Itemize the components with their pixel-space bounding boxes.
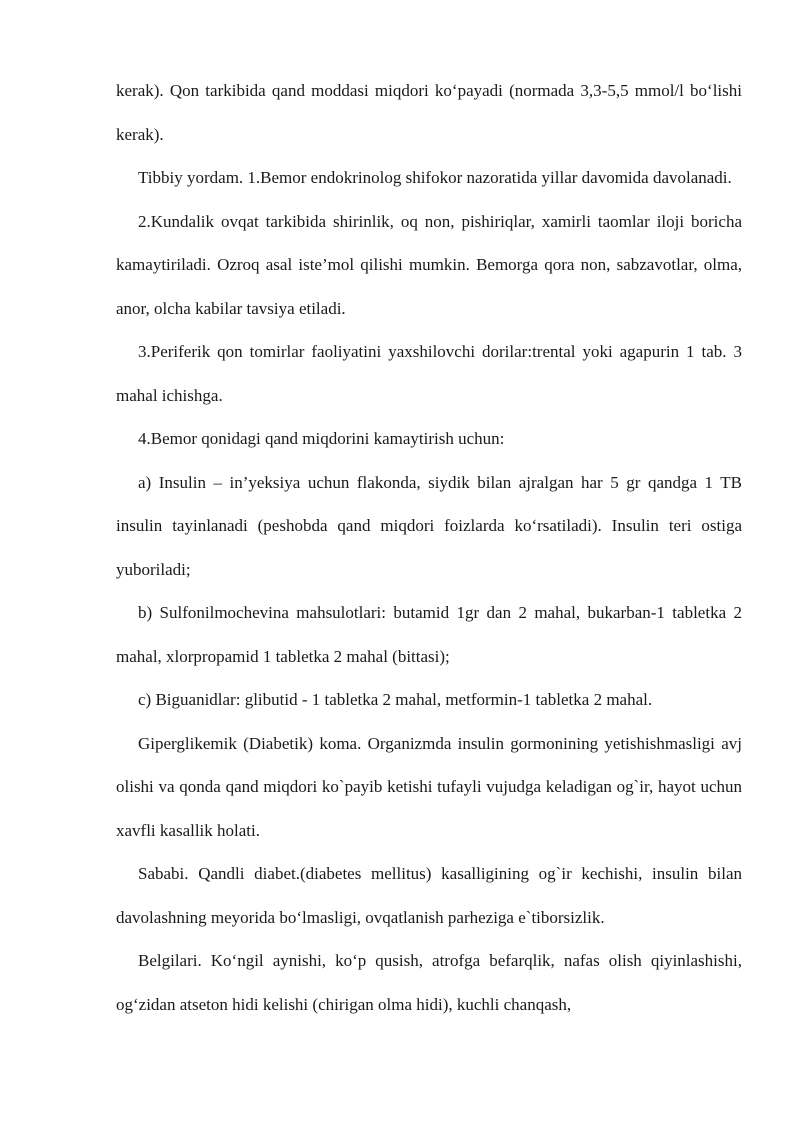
paragraph-continuation: kerak). Qon tarkibida qand moddasi miqdori ko‘payadi (normada 3,3-5,5 mmol/l bo‘lishi kerak). bbox=[116, 81, 742, 144]
paragraph-insulin: a) Insulin – in’yeksiya uchun flakonda, siydik bilan ajralgan har 5 gr qandga 1 TB insulin tayinlanadi (peshobda qand miqdori foizlarda ko‘rsatiladi). Insulin teri ostiga yuboriladi; bbox=[116, 472, 742, 579]
paragraph-diet: 2.Kundalik ovqat tarkibida shirinlik, oq non, pishiriqlar, xamirli taomlar iloji boricha kamaytiriladi. Ozroq asal iste’mol qilishi mumkin. Bemorga qora non, sabzavotlar, olma, anor, olcha kabilar tavsiya etiladi. bbox=[116, 211, 742, 318]
paragraph-sulfonylurea: b) Sulfonilmochevina mahsulotlari: butamid 1gr dan 2 mahal, bukarban-1 tabletka 2 mahal, xlorpropamid 1 tabletka 2 mahal (bittasi); bbox=[116, 603, 742, 666]
paragraph-cause: Sababi. Qandli diabet.(diabetes mellitus) kasalligining og`ir kechishi, insulin bilan davolashning meyorida bo‘lmasligi, ovqatlanish parheziga e`tiborsizlik. bbox=[116, 864, 742, 927]
document-page bbox=[116, 69, 742, 1026]
paragraph-symptoms: Belgilari. Ko‘ngil aynishi, ko‘p qusish, atrofga befarqlik, nafas olish qiyinlashishi, og‘zidan atseton hidi kelishi (chirigan olma hidi), kuchli chanqash, bbox=[116, 951, 742, 1014]
paragraph-medical-aid: Tibbiy yordam. 1.Bemor endokrinolog shifokor nazoratida yillar davomida davolanadi. bbox=[138, 168, 732, 187]
paragraph-peripheral-vessels: 3.Periferik qon tomirlar faoliyatini yaxshilovchi dorilar:trental yoki agapurin 1 tab. 3 mahal ichishga. bbox=[116, 342, 742, 405]
paragraph-hyperglycemic-coma: Giperglikemik (Diabetik) koma. Organizmda insulin gormonining yetishishmasligi avj olishi va qonda qand miqdori ko`payib ketishi tufayli vujudga keladigan og`ir, hayot uchun xavfli kasallik holati. bbox=[116, 733, 742, 840]
paragraph-biguanides: c) Biguanidlar: glibutid - 1 tabletka 2 mahal, metformin-1 tabletka 2 mahal. bbox=[138, 690, 653, 709]
paragraph-lower-sugar: 4.Bemor qonidagi qand miqdorini kamaytirish uchun: bbox=[138, 429, 505, 448]
